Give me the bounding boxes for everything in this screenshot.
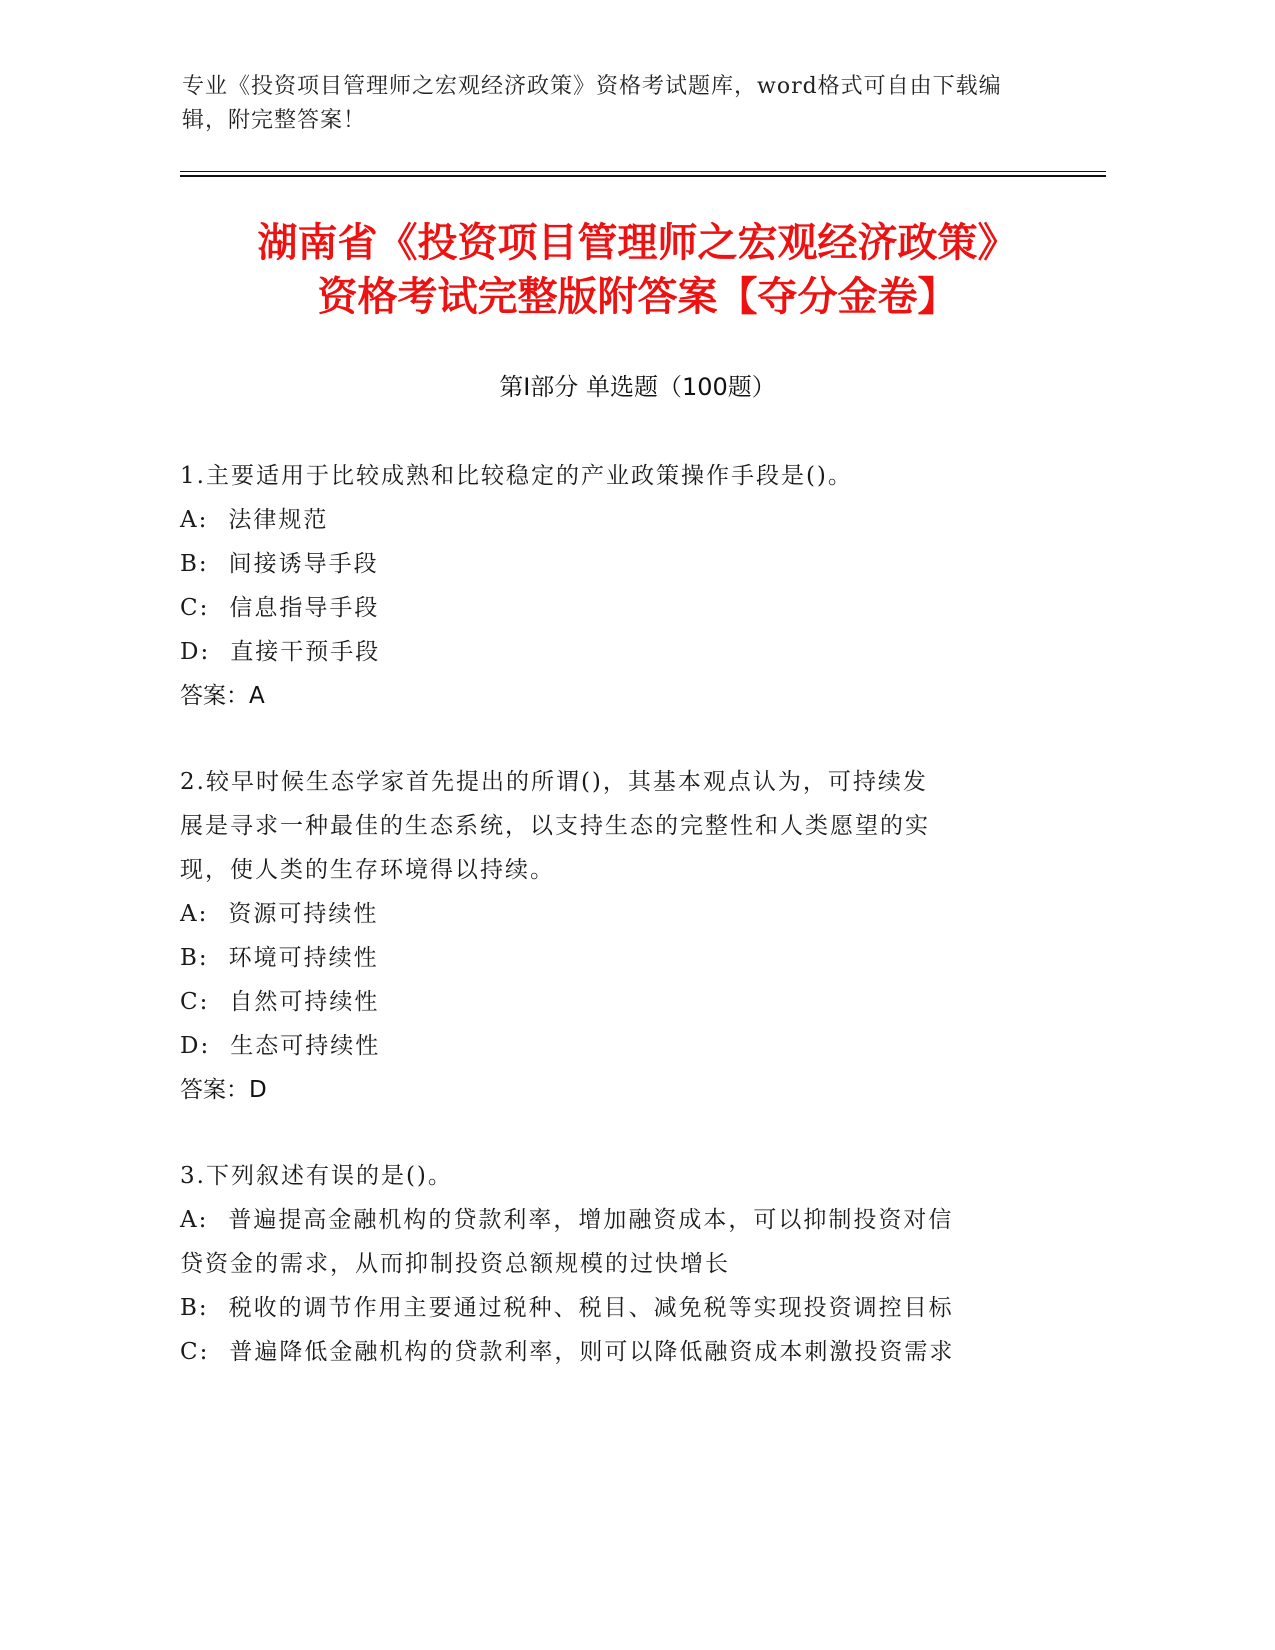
option-a-continued: 贷资金的需求，从而抑制投资总额规模的过快增长 bbox=[180, 1251, 730, 1277]
option-a bbox=[180, 892, 1040, 936]
option-text: 普遍降低金融机构的贷款利率，则可以降低融资成本刺激投资需求 bbox=[229, 1339, 955, 1365]
question-stem-line-2: 展是寻求一种最佳的生态系统，以支持生态的完整性和人类愿望的实 bbox=[180, 813, 930, 839]
option-b bbox=[180, 936, 1040, 980]
option-text: 直接干预手段 bbox=[230, 639, 381, 665]
option-letter: D: bbox=[180, 1033, 211, 1059]
option-text: 间接诱导手段 bbox=[228, 551, 379, 577]
option-text: 自然可持续性 bbox=[229, 989, 380, 1015]
option-letter: B: bbox=[180, 1295, 209, 1321]
question-stem: 3.下列叙述有误的是()。 bbox=[180, 1163, 453, 1189]
question-stem-line-3: 现，使人类的生存环境得以持续。 bbox=[180, 857, 555, 883]
option-a bbox=[180, 1198, 1040, 1242]
option-text: 环境可持续性 bbox=[228, 945, 379, 971]
option-text: 法律规范 bbox=[228, 507, 329, 533]
option-letter: B: bbox=[180, 945, 209, 971]
option-letter: B: bbox=[180, 551, 209, 577]
option-c bbox=[180, 1330, 1040, 1374]
option-letter: A: bbox=[180, 1207, 209, 1233]
question-list bbox=[180, 454, 1040, 1416]
option-text: 税收的调节作用主要通过税种、税目、减免税等实现投资调控目标 bbox=[228, 1295, 954, 1321]
question-2 bbox=[180, 760, 1040, 1112]
header-note-line-2: 辑，附完整答案！ bbox=[182, 108, 367, 133]
option-c bbox=[180, 586, 1040, 630]
header-divider-thick bbox=[180, 175, 1106, 177]
option-text: 生态可持续性 bbox=[230, 1033, 381, 1059]
document-title-line-2: 资格考试完整版附答案【夺分金卷】 bbox=[317, 274, 958, 320]
option-letter: C: bbox=[180, 595, 210, 621]
option-letter: C: bbox=[180, 989, 210, 1015]
header-note-line-1: 专业《投资项目管理师之宏观经济政策》资格考试题库，word格式可自由下载编 bbox=[182, 74, 1002, 99]
option-d bbox=[180, 630, 1040, 674]
option-d bbox=[180, 1024, 1040, 1068]
document-title bbox=[150, 216, 1125, 324]
document-title-line-1: 湖南省《投资项目管理师之宏观经济政策》 bbox=[257, 220, 1018, 266]
option-letter: A: bbox=[180, 901, 209, 927]
question-stem: 1.主要适用于比较成熟和比较稳定的产业政策操作手段是()。 bbox=[180, 463, 853, 489]
section-title: 第Ⅰ部分 单选题（100题） bbox=[499, 373, 776, 401]
option-text: 信息指导手段 bbox=[229, 595, 380, 621]
option-a bbox=[180, 498, 1040, 542]
option-text: 资源可持续性 bbox=[228, 901, 379, 927]
option-c bbox=[180, 980, 1040, 1024]
option-letter: C: bbox=[180, 1339, 210, 1365]
question-1 bbox=[180, 454, 1040, 718]
option-text: 普遍提高金融机构的贷款利率，增加融资成本，可以抑制投资对信 bbox=[228, 1207, 954, 1233]
answer-label: 答案：A bbox=[180, 683, 265, 709]
option-b bbox=[180, 1286, 1040, 1330]
header-note bbox=[182, 70, 1042, 138]
answer-label: 答案：D bbox=[180, 1077, 267, 1103]
option-letter: D: bbox=[180, 639, 211, 665]
question-stem-line-1: 2.较早时候生态学家首先提出的所谓()，其基本观点认为，可持续发 bbox=[180, 769, 928, 795]
option-letter: A: bbox=[180, 507, 209, 533]
header-divider-thin bbox=[180, 171, 1106, 172]
question-3 bbox=[180, 1154, 1040, 1374]
option-b bbox=[180, 542, 1040, 586]
